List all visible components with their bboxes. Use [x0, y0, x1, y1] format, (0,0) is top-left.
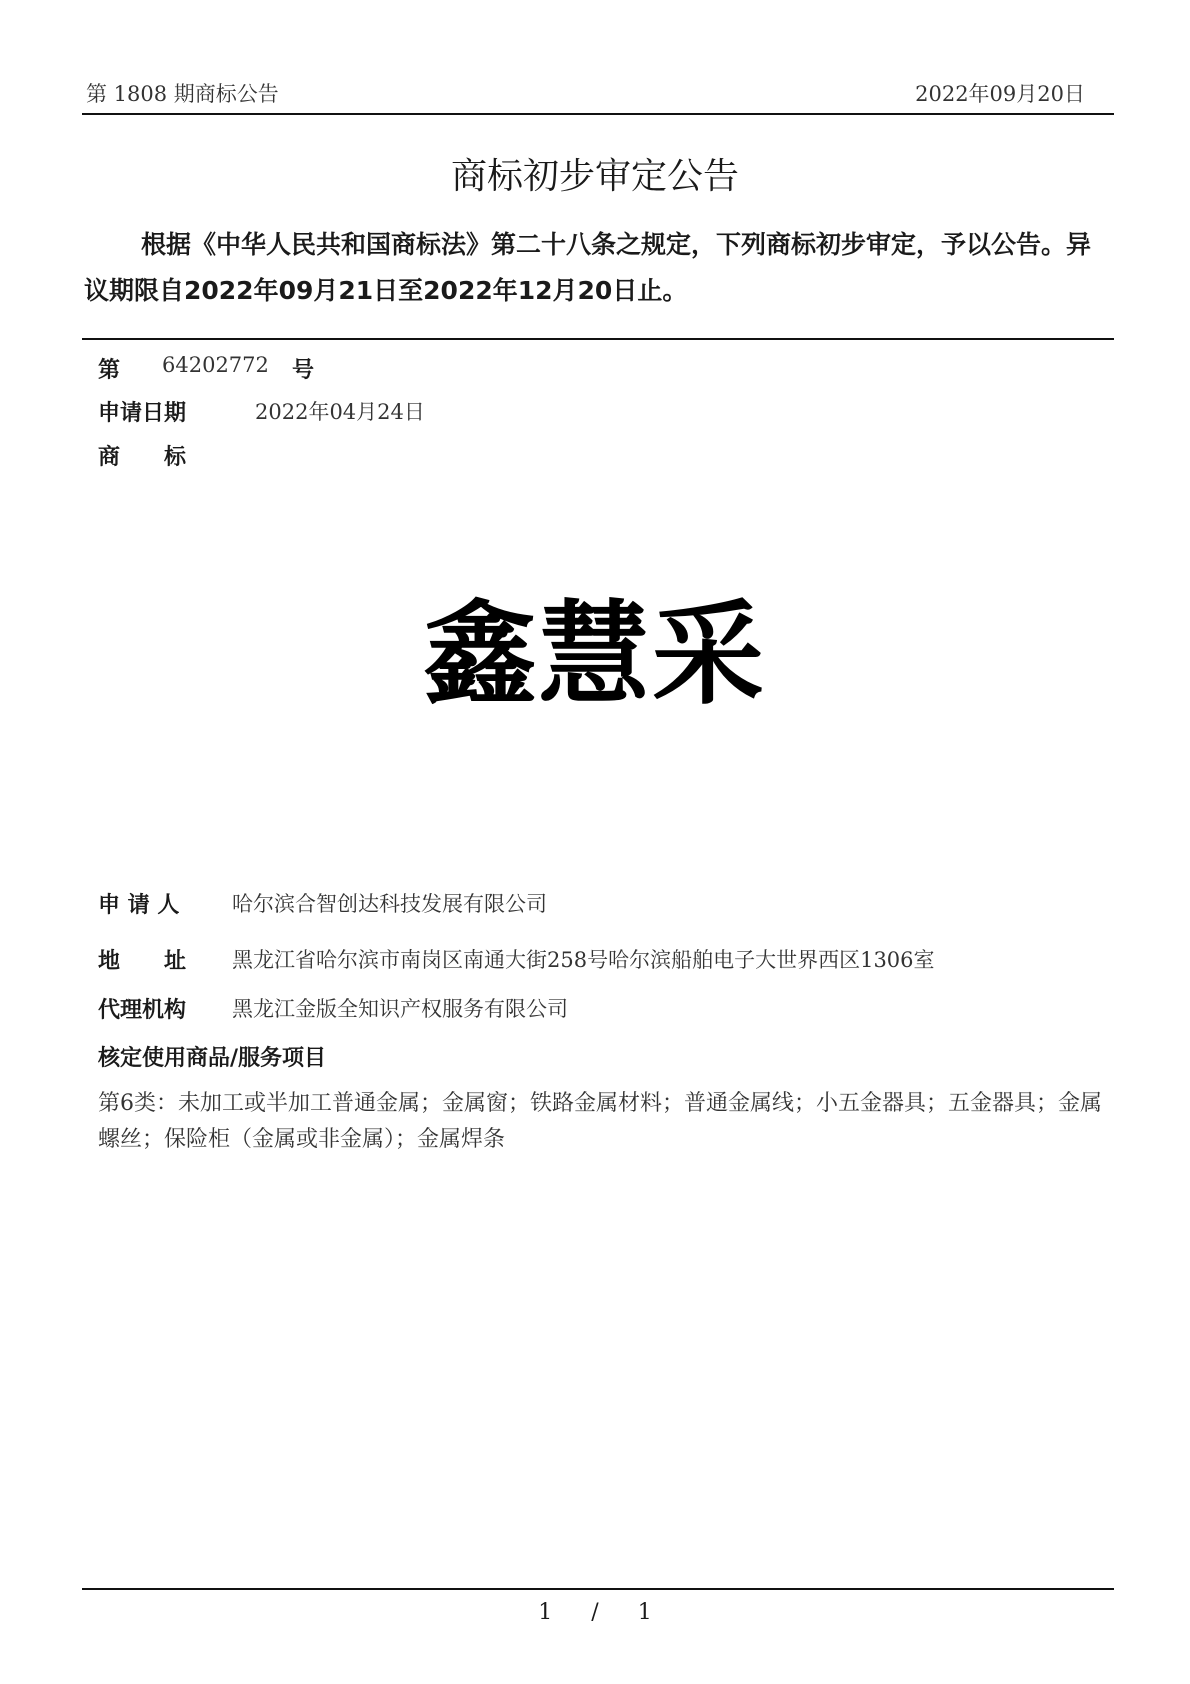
header-rule — [82, 113, 1114, 115]
issue-date: 2022年09月20日 — [915, 82, 1085, 106]
current-page: 1 — [538, 1600, 553, 1625]
total-pages: 1 — [637, 1600, 652, 1625]
issue-number: 第 1808 期商标公告 — [86, 82, 279, 106]
applicant-address: 黑龙江省哈尔滨市南岗区南通大街258号哈尔滨船舶电子大世界西区1306室 — [232, 948, 935, 972]
goods-list: 第6类：未加工或半加工普通金属；金属窗；铁路金属材料；普通金属线；小五金器具；五金器具；金属螺丝；保险柜（金属或非金属）；金属焊条 — [98, 1091, 1103, 1152]
section-rule — [82, 338, 1114, 340]
filing-date: 2022年04月24日 — [255, 400, 425, 424]
goods-label: 核定使用商品/服务项目 — [98, 1046, 327, 1071]
agent-label: 代理机构 — [98, 998, 187, 1023]
trademark-image: 鑫慧采 — [424, 589, 766, 720]
number-prefix: 第 — [98, 358, 121, 383]
page-title: 商标初步审定公告 — [450, 156, 739, 197]
intro-paragraph: 根据《中华人民共和国商标法》第二十八条之规定，下列商标初步审定，予以公告。异议期限自2022年09月21日至2022年12月20日止。 — [84, 230, 1092, 305]
page-indicator — [0, 1600, 1190, 1625]
filing-date-label: 申请日期 — [98, 401, 187, 426]
applicant-label: 申 请 人 — [98, 893, 180, 918]
footer-rule — [82, 1588, 1114, 1590]
page-separator: / — [591, 1600, 599, 1625]
agent-name: 黑龙江金版全知识产权服务有限公司 — [232, 997, 568, 1021]
trademark-label: 商 标 — [98, 445, 187, 470]
address-label: 地 址 — [98, 949, 187, 974]
applicant-name: 哈尔滨合智创达科技发展有限公司 — [232, 892, 547, 916]
number-suffix: 号 — [292, 358, 315, 383]
registration-number: 64202772 — [162, 353, 269, 377]
